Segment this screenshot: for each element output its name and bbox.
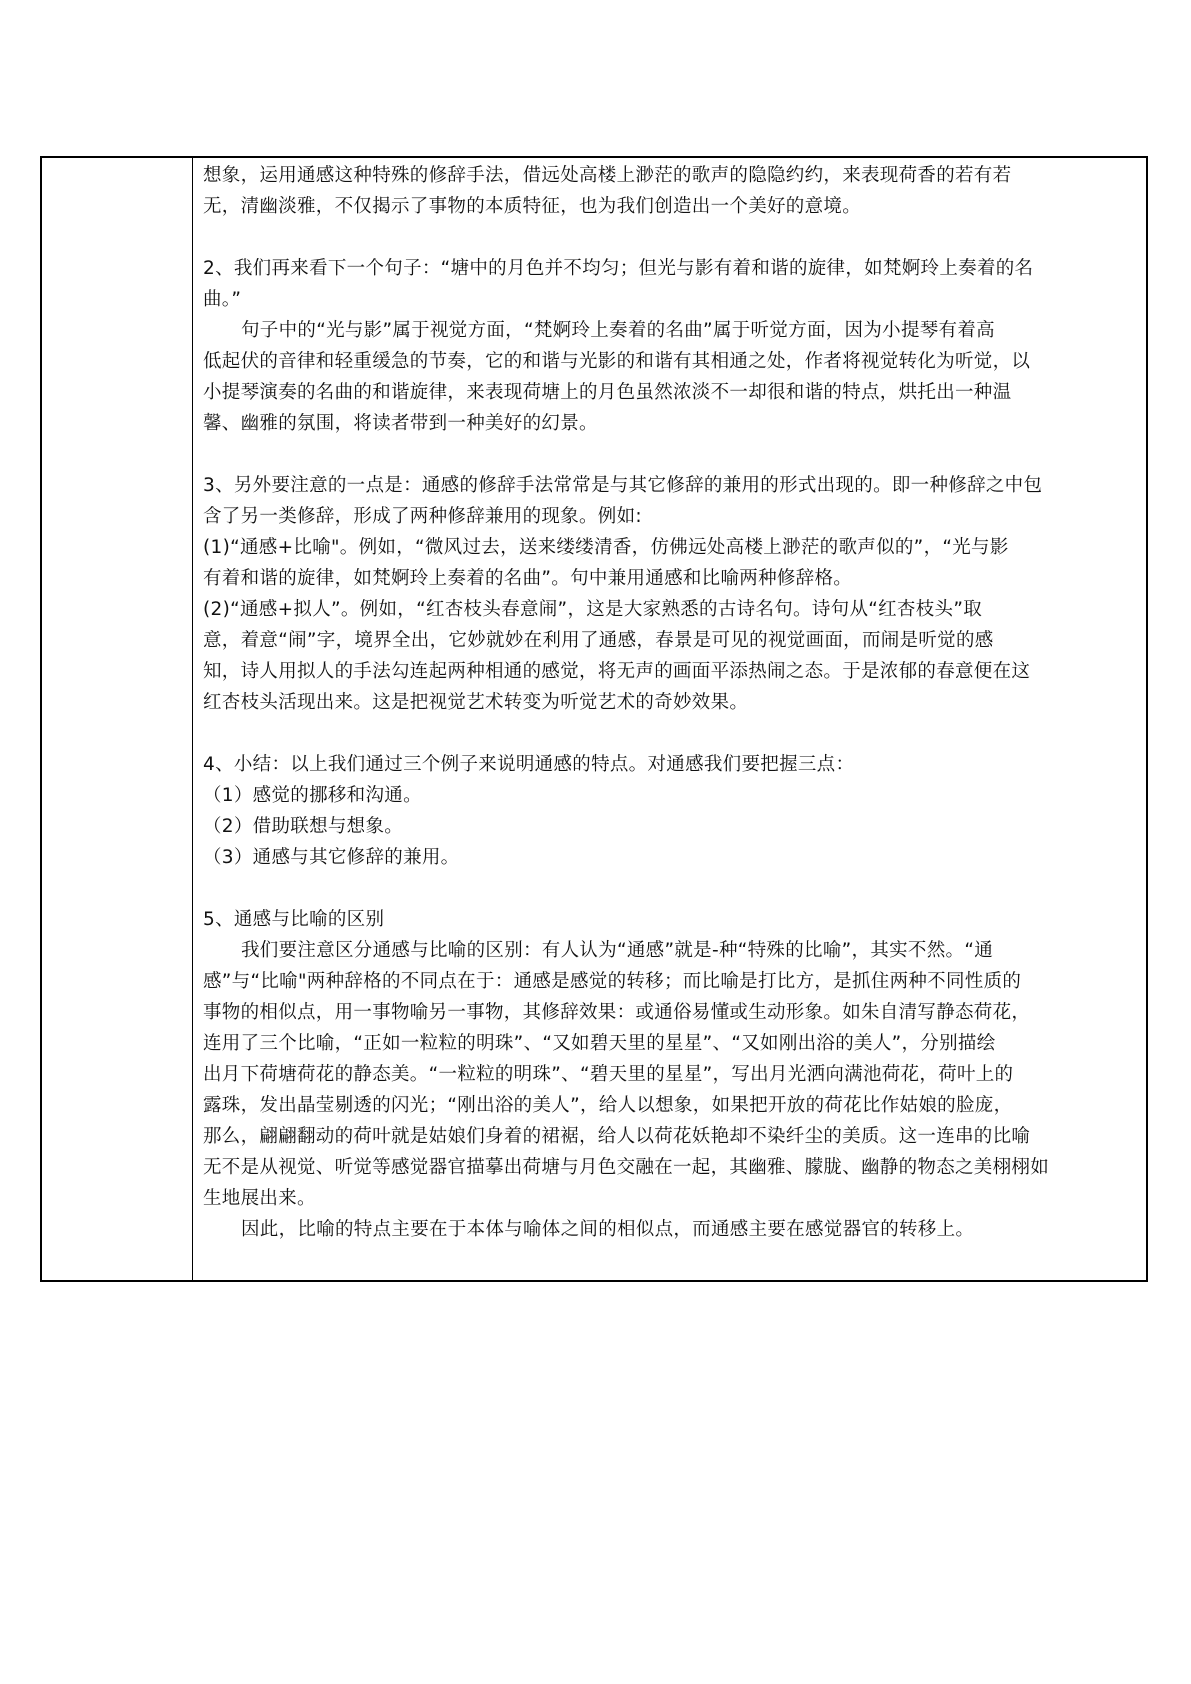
text-line: （3）通感与其它修辞的兼用。: [203, 847, 460, 868]
text-column: [193, 158, 1146, 1280]
text-line: 馨、幽雅的氛围，将读者带到一种美好的幻景。: [203, 413, 598, 434]
text-line: （2）借助联想与想象。: [203, 816, 404, 837]
text-line: （1）感觉的挪移和沟通。: [203, 785, 422, 806]
text-line: 有着和谐的旋律，如梵婀玲上奏着的名曲”。句中兼用通感和比喻两种修辞格。: [203, 568, 853, 589]
text-line: 无不是从视觉、听觉等感觉器官描摹出荷塘与月色交融在一起，其幽雅、朦胧、幽静的物态之美栩栩如: [203, 1157, 1050, 1178]
content-table: [40, 156, 1148, 1282]
text-line: 知，诗人用拟人的手法勾连起两种相通的感觉，将无声的画面平添热闹之态。于是浓郁的春意便在这: [203, 661, 1031, 682]
paragraph-gap: [203, 222, 1136, 253]
text-line: 那么，翩翩翻动的荷叶就是姑娘们身着的裙裾，给人以荷花妖艳却不染纤尘的美质。这一连串的比喻: [203, 1126, 1031, 1147]
text-line: 生地展出来。: [203, 1188, 316, 1209]
text-line: 感”与“比喻"两种辞格的不同点在于：通感是感觉的转移；而比喻是打比方，是抓住两种不同性质的: [203, 971, 1022, 992]
text-line: 5、通感与比喻的区别: [203, 909, 385, 930]
text-line: 红杏枝头活现出来。这是把视觉艺术转变为听觉艺术的奇妙效果。: [203, 692, 749, 713]
text-line: 事物的相似点，用一事物喻另一事物，其修辞效果：或通俗易懂或生动形象。如朱自清写静态荷花，: [203, 1002, 1031, 1023]
text-line: 无，清幽淡雅，不仅揭示了事物的本质特征，也为我们创造出一个美好的意境。: [203, 196, 862, 217]
text-line: (1)“通感+比喻"。例如，“微风过去，送来缕缕清香，仿佛远处高楼上渺茫的歌声似的”，“光与影: [203, 537, 1009, 558]
text-line: 3、另外要注意的一点是：通感的修辞手法常常是与其它修辞的兼用的形式出现的。即一种修辞之中包: [203, 475, 1043, 496]
text-line: 2、我们再来看下一个句子：“塘中的月色并不均匀；但光与影有着和谐的旋律，如梵婀玲上奏着的名: [203, 258, 1034, 279]
text-line: 曲。”: [203, 289, 242, 310]
paragraph-gap: [203, 439, 1136, 470]
text-line: 含了另一类修辞，形成了两种修辞兼用的现象。例如:: [203, 506, 642, 527]
text-line: (2)“通感+拟人”。例如，“红杏枝头春意闹”，这是大家熟悉的古诗名句。诗句从“红杏枝头”取: [203, 599, 983, 620]
paragraph-gap: [203, 718, 1136, 749]
text-line: 我们要注意区分通感与比喻的区别：有人认为“通感”就是-种“特殊的比喻”，其实不然。“通: [241, 940, 993, 961]
text-line: 出月下荷塘荷花的静态美。“一粒粒的明珠”、“碧天里的星星”，写出月光洒向满池荷花，荷叶上的: [203, 1064, 1014, 1085]
paragraph-gap: [203, 873, 1136, 904]
text-line: 意，着意“闹”字，境界全出，它妙就妙在利用了通感，春景是可见的视觉画面，而闹是听觉的感: [203, 630, 994, 651]
text-line: 句子中的“光与影”属于视觉方面，“梵婀玲上奏着的名曲”属于听觉方面，因为小提琴有着高: [241, 320, 995, 341]
text-line: 想象，运用通感这种特殊的修辞手法，借远处高楼上渺茫的歌声的隐隐约约，来表现荷香的若有若: [203, 165, 1012, 186]
text-line: 小提琴演奏的名曲的和谐旋律，来表现荷塘上的月色虽然浓淡不一却很和谐的特点，烘托出一种温: [203, 382, 1012, 403]
text-line: 露珠，发出晶莹剔透的闪光；“刚出浴的美人”，给人以想象，如果把开放的荷花比作姑娘的脸庞，: [203, 1095, 1013, 1116]
label-column: [42, 158, 193, 1280]
text-line: 4、小结：以上我们通过三个例子来说明通感的特点。对通感我们要把握三点：: [203, 754, 855, 775]
text-line: 低起伏的音律和轻重缓急的节奏，它的和谐与光影的和谐有其相通之处，作者将视觉转化为听觉，以: [203, 351, 1031, 372]
text-line: 连用了三个比喻，“正如一粒粒的明珠”、“又如碧天里的星星”、“又如刚出浴的美人”，分别描绘: [203, 1033, 996, 1054]
text-line: 因此，比喻的特点主要在于本体与喻体之间的相似点，而通感主要在感觉器官的转移上。: [241, 1219, 975, 1240]
